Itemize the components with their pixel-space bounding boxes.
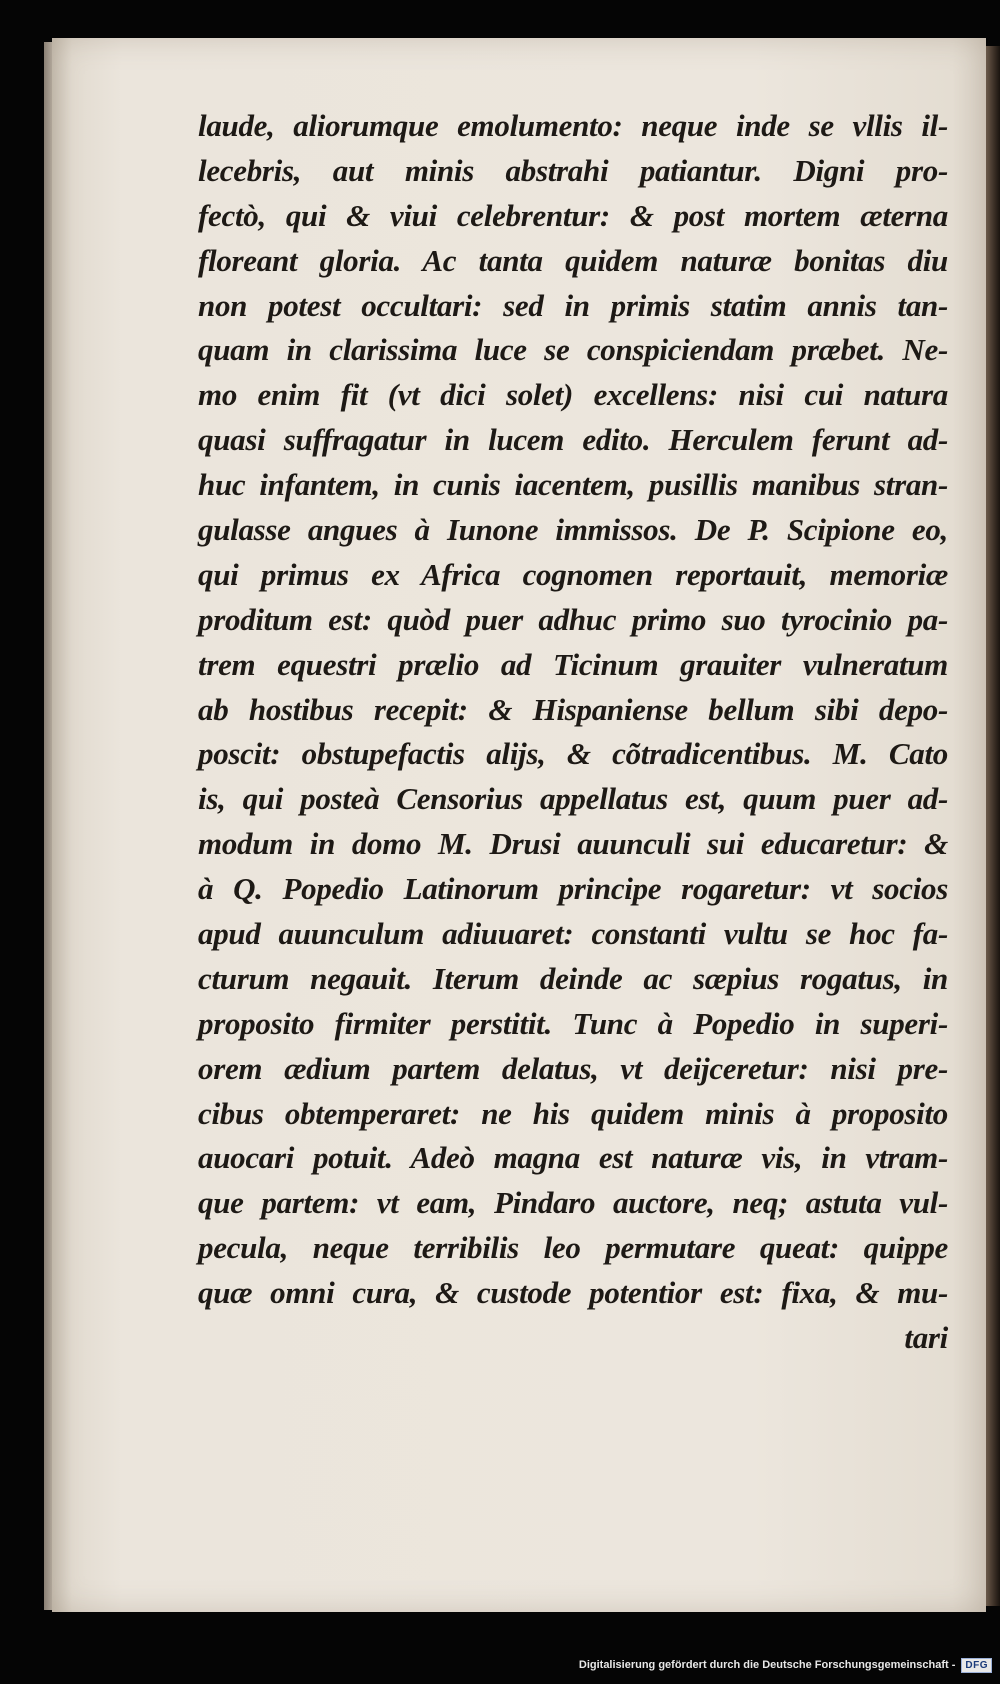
text-line: que partem: vt eam, Pindaro auctore, neq; astuta vul- [198,1185,948,1221]
text-line: mo enim fit (vt dici solet) excellens: nisi cui natura [198,377,948,413]
text-line: cturum negauit. Iterum deinde ac sæpius rogatus, in [198,960,948,996]
text-line: ab hostibus recepit: & Hispaniense bellum sibi depo- [198,691,948,727]
text-line: is, qui posteà Censorius appellatus est, quum puer ad- [198,781,948,817]
text-line: quam in clarissima luce se conspiciendam præbet. Ne- [198,332,948,368]
text-line: floreant gloria. Ac tanta quidem naturæ bonitas diu [198,242,948,278]
text-line: modum in domo M. Drusi auunculi sui educaretur: & [198,826,948,862]
text-line: gulasse angues à Iunone immissos. De P. Scipione eo, [198,512,948,548]
text-line: orem ædium partem delatus, vt deijceretur: nisi pre- [198,1050,948,1086]
page-text [198,104,948,1361]
text-line: à Q. Popedio Latinorum principe rogaretur: vt socios [198,871,948,907]
text-line: fectò, qui & viui celebrentur: & post mortem æterna [198,197,948,233]
text-line: quasi suffragatur in lucem edito. Herculem ferunt ad- [198,422,948,458]
text-line: auocari potuit. Adeò magna est naturæ vis, in vtram- [198,1140,948,1176]
catchword: tari [904,1320,948,1356]
text-line: non potest occultari: sed in primis statim annis tan- [198,287,948,323]
text-line: lecebris, aut minis abstrahi patiantur. Digni pro- [198,152,948,188]
text-line: qui primus ex Africa cognomen reportauit, memoriæ [198,556,948,592]
text-line: proposito firmiter perstitit. Tunc à Popedio in superi- [198,1005,948,1041]
page-edge-right [986,46,1000,1606]
text-line: proditum est: quòd puer adhuc primo suo tyrocinio pa- [198,601,948,637]
text-line: pecula, neque terribilis leo permutare queat: quippe [198,1230,948,1266]
text-line: huc infantem, in cunis iacentem, pusillis manibus stran- [198,467,948,503]
text-line: apud auunculum adiuuaret: constanti vultu se hoc fa- [198,916,948,952]
text-line: quæ omni cura, & custode potentior est: fixa, & mu- [198,1275,948,1311]
text-line: cibus obtemperaret: ne his quidem minis à proposito [198,1095,948,1131]
text-line: trem equestri prælio ad Ticinum grauiter vulneratum [198,646,948,682]
dfg-logo: DFG [961,1658,992,1673]
text-line: laude, aliorumque emolumento: neque inde se vllis il- [198,108,948,143]
digitization-footer [579,1654,992,1676]
text-line: poscit: obstupefactis alijs, & cõtradicentibus. M. Cato [198,736,948,772]
footer-credit-text: Digitalisierung gefördert durch die Deutsche Forschungsgemeinschaft - [578,1659,956,1671]
